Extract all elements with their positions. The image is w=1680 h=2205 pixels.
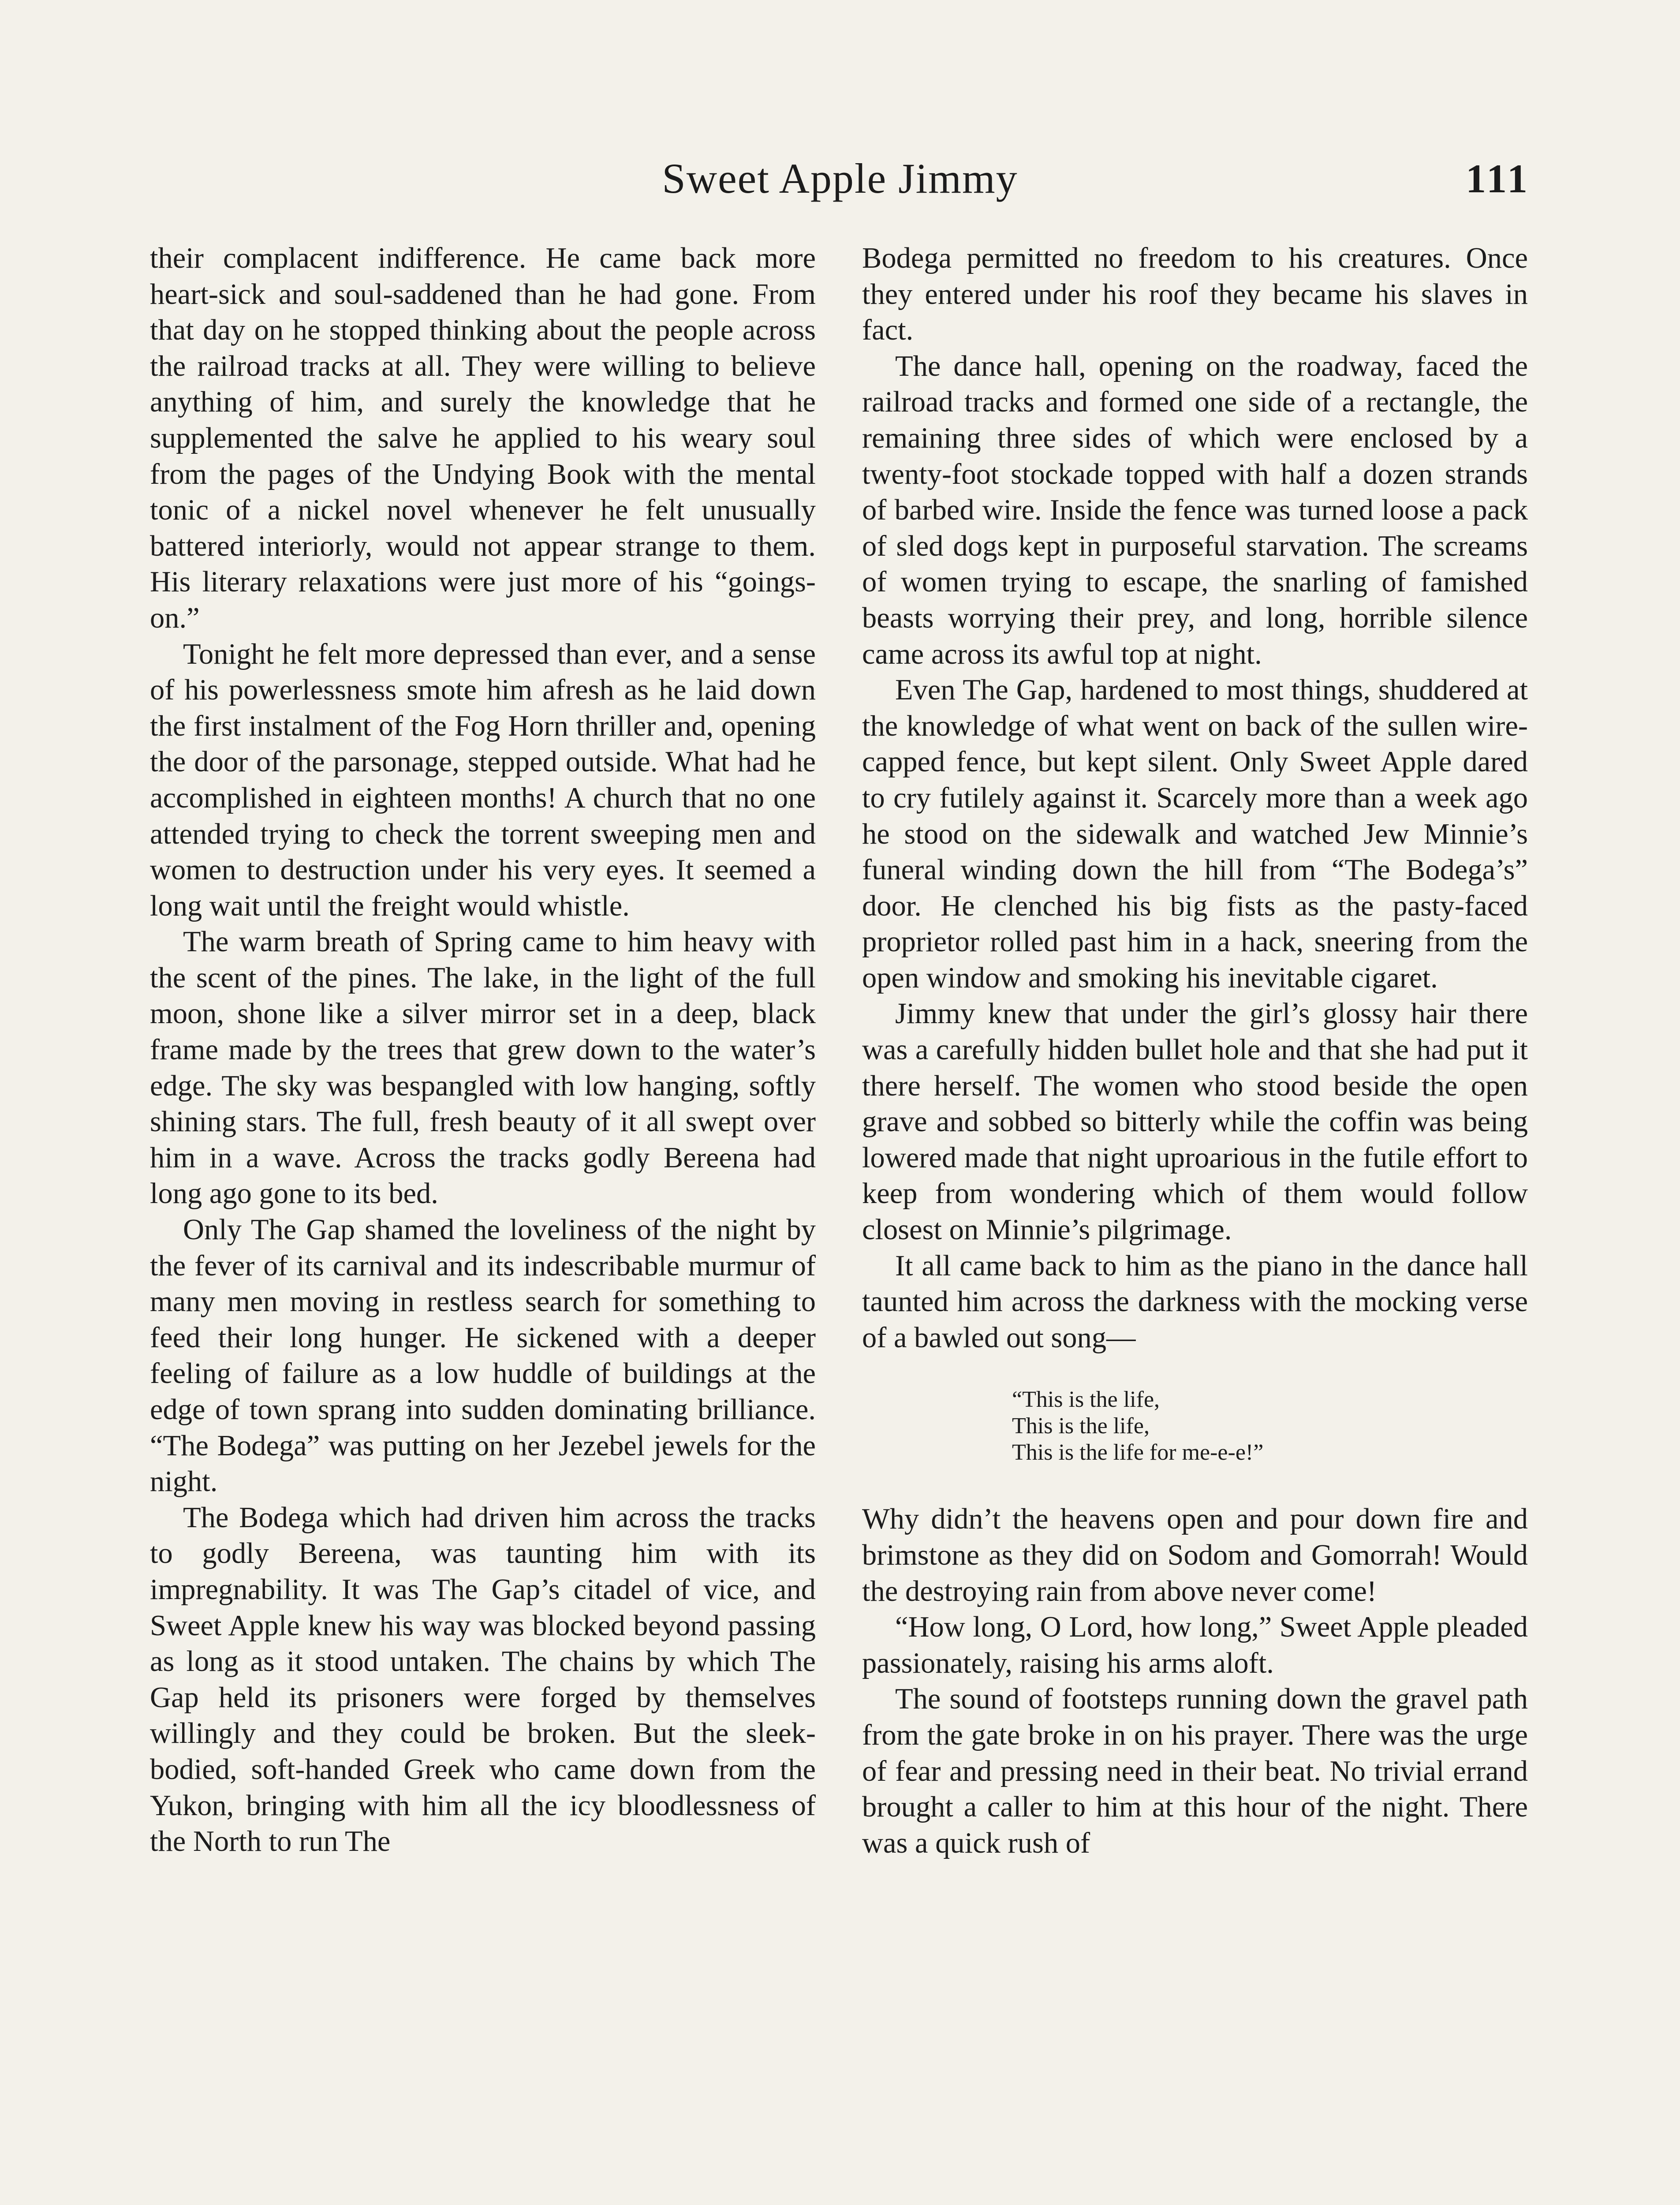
paragraph: Tonight he felt more depressed than ever, and a sense of his powerlessness smote him afresh as he laid down the first instalment of the Fog Horn thriller and, opening the door of the parsonage, stepped outside. What had he accomplished in eighteen months! A church that no one attended trying to check the torrent sweeping men and women to destruction under his very eyes. It seemed a long wait until the freight would whistle. [150, 638, 816, 922]
paragraph: Bodega permitted no freedom to his creatures. Once they entered under his roof they became his slaves in fact. [862, 242, 1528, 347]
paragraph: Only The Gap shamed the loveliness of the night by the fever of its carnival and its indescribable murmur of many men moving in restless search for something to feed their long hunger. He sickened with a deeper feeling of failure as a low huddle of buildings at the edge of town sprang into sudden dominating brilliance. “The Bodega” was putting on her Jezebel jewels for the night. [150, 1214, 816, 1498]
paragraph: The sound of footsteps running down the gravel path from the gate broke in on his prayer. There was the urge of fear and pressing need in their beat. No trivial errand brought a caller to him at this hour of the night. There was a quick rush of [862, 1683, 1528, 1859]
running-title: Sweet Apple Jimmy [662, 155, 1018, 202]
paragraph: It all came back to him as the piano in the dance hall taunted him across the darkness with the mocking verse of a bawled out song— [862, 1249, 1528, 1354]
paragraph: Even The Gap, hardened to most things, shuddered at the knowledge of what went on back of the sullen wire-capped fence, but kept silent. Only Sweet Apple dared to cry futilely against it. Scarcely more than a week ago he stood on the sidewalk and watched Jew Minnie’s funeral winding down the hill from “The Bodega’s” door. He clenched his big fists as the pasty-faced proprietor rolled past him in a hack, sneering from the open window and smoking his inevitable cigaret. [862, 674, 1528, 994]
paragraph: The warm breath of Spring came to him heavy with the scent of the pines. The lake, in the light of the full moon, shone like a silver mirror set in a deep, black frame made by the trees that grew down to the water’s edge. The sky was bespangled with low hanging, softly shining stars. The full, fresh beauty of it all swept over him in a wave. Across the tracks godly Bereena had long ago gone to its bed. [150, 926, 816, 1210]
left-column [150, 240, 816, 1860]
paragraph: “How long, O Lord, how long,” Sweet Apple pleaded passionately, raising his arms aloft. [862, 1611, 1528, 1679]
paragraph: Why didn’t the heavens open and pour down fire and brimstone as they did on Sodom and Gomorrah! Would the destroying rain from above never come! [862, 1503, 1528, 1607]
paragraph: Jimmy knew that under the girl’s glossy hair there was a carefully hidden bullet hole and that she had put it there herself. The women who stood beside the open grave and sobbed so bitterly while the coffin was being lowered made that night uproarious in the futile effort to keep from wondering which of them would follow closest on Minnie’s pilgrimage. [862, 998, 1528, 1246]
paragraph: their complacent indifference. He came back more heart-sick and soul-saddened than he had gone. From that day on he stopped thinking about the people across the railroad tracks at all. They were willing to believe anything of him, and surely the knowledge that he supplemented the salve he applied to his weary soul from the pages of the Undying Book with the mental tonic of a nickel novel whenever he felt unusually battered interiorly, would not appear strange to them. His literary relaxations were just more of his “goings-on.” [150, 242, 816, 634]
paragraph: The dance hall, opening on the roadway, faced the railroad tracks and formed one side of a rectangle, the remaining three sides of which were enclosed by a twenty-foot stockade topped with half a dozen strands of barbed wire. Inside the fence was turned loose a pack of sled dogs kept in purposeful starvation. The screams of women trying to escape, the snarling of famished beasts worrying their prey, and long, horrible silence came across its awful top at night. [862, 350, 1528, 670]
paragraph: The Bodega which had driven him across the tracks to godly Bereena, was taunting him with its impregnability. It was The Gap’s citadel of vice, and Sweet Apple knew his way was blocked beyond passing as long as it stood untaken. The chains by which The Gap held its prisoners were forged by themselves willingly and they could be broken. But the sleek-bodied, soft-handed Greek who came down from the Yukon, bringing with him all the icy bloodlessness of the North to run The [150, 1501, 816, 1858]
song-verse [1012, 1387, 1528, 1466]
page-number: 111 [1466, 156, 1530, 201]
verse-line: “This is the life, [1012, 1387, 1160, 1413]
running-header [0, 146, 1680, 212]
verse-line: This is the life, [1012, 1413, 1150, 1439]
verse-line: This is the life for me-e-e!” [1012, 1440, 1264, 1465]
right-column [862, 240, 1528, 1861]
